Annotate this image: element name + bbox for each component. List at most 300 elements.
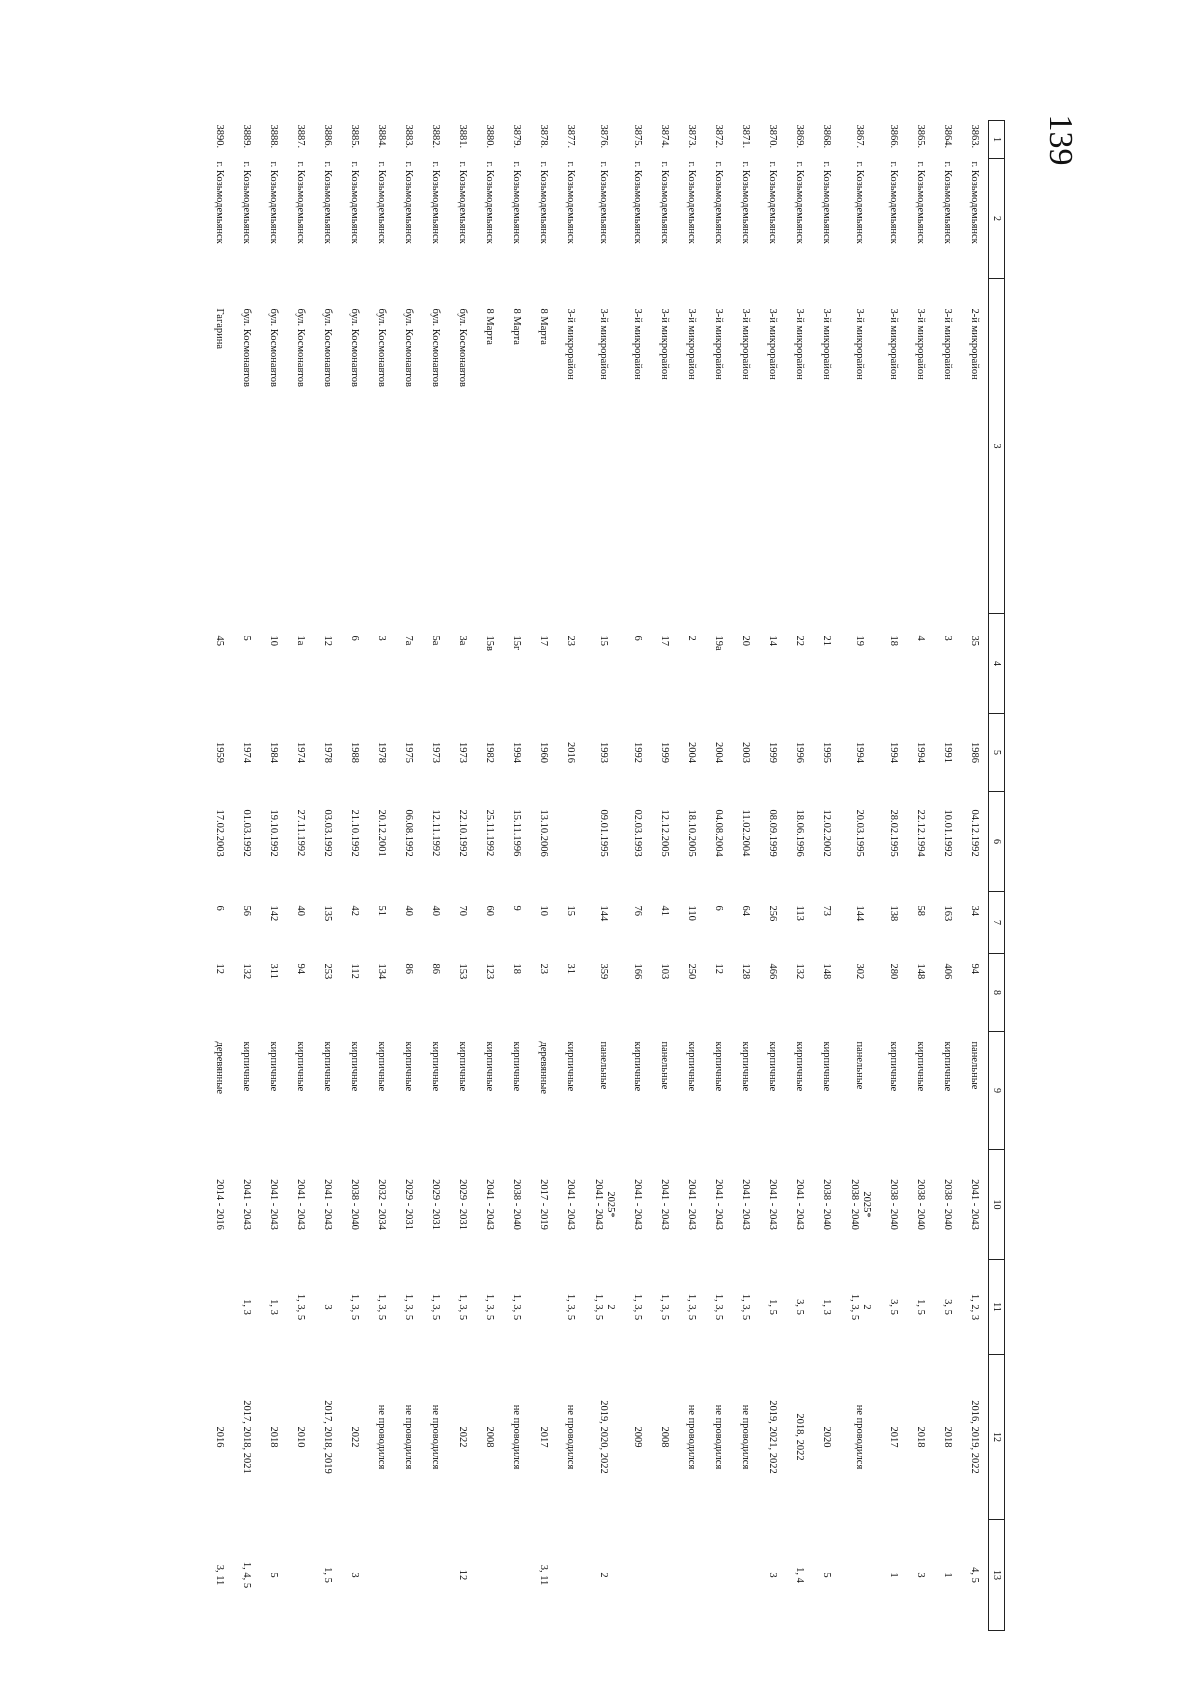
work-types-line: 1, 3 (241, 1299, 253, 1315)
value-col-8: 148 (821, 963, 832, 980)
locality: г. Козьмодемьянск (713, 161, 724, 244)
wall-material: кирпичные (457, 1041, 468, 1092)
value-col-8: 134 (376, 963, 387, 980)
street: 3-й микрорайон (767, 308, 778, 380)
completed-years: 2017 (538, 1426, 549, 1448)
wall-material: кирпичные (511, 1041, 522, 1092)
notes: 12 (457, 1569, 468, 1581)
table-row (233, 121, 260, 1631)
table-row (705, 121, 732, 1631)
registration-date: 15.11.1996 (511, 809, 522, 857)
work-types (786, 1260, 813, 1355)
locality: г. Козьмодемьянск (686, 161, 697, 244)
build-year: 2016 (565, 742, 576, 763)
table-row (422, 121, 449, 1631)
work-types-line: 1, 3, 5 (403, 1293, 415, 1321)
repair-period (530, 1150, 557, 1260)
wall-material: кирпичные (632, 1041, 643, 1092)
house-number: 35 (969, 635, 980, 646)
value-col-7: 76 (632, 905, 643, 916)
locality: г. Козьмодемьянск (659, 161, 670, 244)
table-row (530, 121, 557, 1631)
value-col-7: 51 (376, 905, 387, 916)
work-types (624, 1260, 651, 1355)
street: 3-й микрорайон (794, 308, 805, 380)
value-col-8: 128 (740, 963, 751, 980)
row-number: 3888. (268, 124, 279, 149)
value-col-7: 64 (740, 905, 751, 916)
house-number: 1а (295, 635, 306, 646)
house-number: 18 (888, 635, 899, 646)
work-types-line: 1, 3 (268, 1299, 280, 1315)
value-col-8: 12 (214, 963, 225, 974)
street: бул. Космонавтов (376, 308, 387, 387)
value-col-7: 138 (888, 905, 899, 922)
wall-material: панельные (598, 1041, 610, 1090)
row-number: 3875. (632, 124, 643, 149)
registration-date: 22.12.1994 (915, 809, 926, 857)
build-year: 1994 (511, 742, 522, 763)
locality: г. Козьмодемьянск (942, 161, 953, 244)
registration-date: 12.02.2002 (821, 809, 832, 857)
row-number: 3874. (659, 124, 670, 149)
registration-date: 04.12.1992 (969, 809, 980, 857)
row-number: 3881. (457, 124, 468, 149)
value-col-7: 10 (538, 905, 549, 916)
work-types (732, 1260, 759, 1355)
work-types (476, 1260, 503, 1355)
row-number: 3882. (430, 124, 441, 149)
locality: г. Козьмодемьянск (854, 161, 866, 244)
wall-material: кирпичные (686, 1041, 697, 1092)
registration-date: 21.10.1992 (349, 809, 360, 857)
street: 3-й микрорайон (854, 308, 866, 380)
completed-years: 2019, 2021, 2022 (767, 1400, 778, 1474)
repair-period (260, 1150, 287, 1260)
locality: г. Козьмодемьянск (268, 161, 279, 244)
value-col-8: 466 (767, 963, 778, 980)
repair-period (624, 1150, 651, 1260)
value-col-7: 144 (854, 905, 866, 922)
build-year: 1994 (888, 742, 899, 763)
street: 3-й микрорайон (888, 308, 899, 380)
repair-period-line: 2041 - 2043 (295, 1179, 307, 1230)
column-header-2: 2 (989, 159, 1005, 279)
repair-period-line: 2025* (861, 1191, 872, 1218)
wall-material: панельные (969, 1041, 980, 1090)
locality: г. Козьмодемьянск (295, 161, 306, 244)
registration-date: 03.03.1992 (322, 809, 333, 857)
repair-period-line: 2041 - 2043 (659, 1179, 671, 1230)
work-types-line: 3, 5 (888, 1299, 900, 1315)
value-col-8: 132 (794, 963, 805, 980)
locality: г. Козьмодемьянск (767, 161, 778, 244)
locality: г. Козьмодемьянск (821, 161, 832, 244)
work-types-line: 1, 5 (915, 1299, 927, 1315)
build-year: 1988 (349, 742, 360, 763)
notes (476, 1520, 503, 1631)
value-col-8: 94 (969, 963, 980, 974)
notes: 1, 5 (322, 1567, 333, 1583)
completed-years: 2018 (915, 1426, 926, 1448)
work-types-line: 1, 3, 5 (511, 1293, 523, 1321)
work-types-line: 1, 3, 5 (632, 1293, 644, 1321)
row-number: 3864. (942, 124, 953, 149)
build-year: 1986 (969, 742, 980, 763)
repair-period-line: 2041 - 2043 (767, 1179, 779, 1230)
table-row (732, 121, 759, 1631)
registration-date: 09.01.1995 (598, 809, 610, 857)
notes (503, 1520, 530, 1631)
column-header-9: 9 (989, 1032, 1005, 1150)
repair-period (287, 1150, 314, 1260)
value-col-7: 56 (241, 905, 252, 916)
repair-period-line: 2032 - 2034 (376, 1179, 388, 1230)
work-types-line: 3 (322, 1304, 334, 1310)
repair-period-line: 2038 - 2040 (511, 1179, 523, 1230)
row-number: 3869. (794, 124, 805, 149)
build-year: 1984 (268, 742, 279, 763)
work-types-line: 1, 3, 5 (713, 1293, 725, 1321)
column-header-1: 1 (989, 121, 1005, 159)
notes (705, 1520, 732, 1631)
repair-period-line: 2041 - 2043 (322, 1179, 334, 1230)
street: бул. Космонавтов (268, 308, 279, 387)
work-types-line: 1, 3, 5 (457, 1293, 469, 1321)
completed-years: 2020 (821, 1426, 832, 1448)
registration-date: 06.08.1992 (403, 809, 414, 857)
work-types (260, 1260, 287, 1355)
row-number: 3871. (740, 124, 751, 149)
wall-material: кирпичные (565, 1041, 576, 1092)
row-number: 3877. (565, 124, 576, 149)
value-col-7: 41 (659, 905, 670, 916)
build-year: 2004 (686, 742, 697, 763)
completed-years: 2019, 2020, 2022 (598, 1400, 610, 1474)
completed-years: 2018 (942, 1426, 953, 1448)
registration-date: 25.11.1992 (484, 809, 495, 857)
repair-period (476, 1150, 503, 1260)
work-types-line: 1, 3 (821, 1299, 833, 1315)
repair-period-line: 2041 - 2043 (565, 1179, 577, 1230)
page-number: 139 (1042, 114, 1079, 166)
wall-material: кирпичные (430, 1041, 441, 1092)
registration-date: 19.10.1992 (268, 809, 279, 857)
street: 3-й микрорайон (713, 308, 724, 380)
work-types-line: 1, 3, 5 (349, 1293, 361, 1321)
work-types-line: 1, 3, 5 (659, 1293, 671, 1321)
value-col-8: 86 (430, 963, 441, 974)
wall-material: кирпичные (713, 1041, 724, 1092)
street: Гагарина (214, 308, 225, 350)
column-header-6: 6 (989, 792, 1005, 892)
work-types (651, 1260, 678, 1355)
locality: г. Козьмодемьянск (430, 161, 441, 244)
street: бул. Космонавтов (430, 308, 441, 387)
repair-period (705, 1150, 732, 1260)
repair-period-line: 2038 - 2040 (915, 1179, 927, 1230)
wall-material: кирпичные (942, 1041, 953, 1092)
house-number: 45 (214, 635, 225, 646)
build-year: 1960 (538, 742, 549, 763)
work-types-line: 1, 3, 5 (295, 1293, 307, 1321)
build-year: 1996 (794, 742, 805, 763)
street: 3-й микрорайон (821, 308, 832, 380)
wall-material: панельные (854, 1041, 866, 1090)
house-number: 15г (511, 635, 522, 651)
locality: г. Козьмодемьянск (484, 161, 495, 244)
build-year: 1991 (942, 742, 953, 763)
repair-period-line: 2029 - 2031 (430, 1179, 442, 1230)
row-number: 3868. (821, 124, 832, 149)
completed-years: не проводился (686, 1404, 697, 1470)
table-body (206, 121, 989, 1631)
street: 3-й микрорайон (632, 308, 643, 380)
wall-material: кирпичные (767, 1041, 778, 1092)
locality: г. Козьмодемьянск (598, 161, 610, 244)
locality: г. Козьмодемьянск (511, 161, 522, 244)
row-number: 3880. (484, 124, 495, 149)
locality: г. Козьмодемьянск (565, 161, 576, 244)
header-row (989, 121, 1005, 1631)
build-year: 1993 (598, 742, 610, 763)
row-number: 3876. (598, 124, 610, 149)
street: 8 Марта (538, 308, 549, 345)
repair-period (907, 1150, 934, 1260)
notes: 1 (888, 1572, 899, 1578)
house-number: 21 (821, 635, 832, 646)
value-col-8: 302 (854, 963, 866, 980)
build-year: 1995 (821, 742, 832, 763)
row-number: 3865. (915, 124, 926, 149)
value-col-7: 9 (511, 905, 522, 911)
wall-material: кирпичные (403, 1041, 414, 1092)
work-types-line: 1, 3, 5 (565, 1293, 577, 1321)
table-row (287, 121, 314, 1631)
wall-material: кирпичные (376, 1041, 387, 1092)
value-col-8: 94 (295, 963, 306, 974)
repair-period (503, 1150, 530, 1260)
completed-years: не проводился (854, 1404, 866, 1470)
repair-period (759, 1150, 786, 1260)
notes: 1, 4, 5 (241, 1561, 252, 1589)
repair-period (395, 1150, 422, 1260)
work-types (840, 1260, 880, 1355)
column-header-8: 8 (989, 954, 1005, 1032)
locality: г. Козьмодемьянск (538, 161, 549, 244)
locality: г. Козьмодемьянск (214, 161, 225, 244)
wall-material: кирпичные (915, 1041, 926, 1092)
row-number: 3883. (403, 124, 414, 149)
work-types-line: 1, 3, 5 (593, 1293, 604, 1321)
value-col-7: 142 (268, 905, 279, 922)
notes: 3 (915, 1572, 926, 1578)
work-types (422, 1260, 449, 1355)
value-col-8: 23 (538, 963, 549, 974)
notes: 1 (942, 1572, 953, 1578)
row-number: 3872. (713, 124, 724, 149)
table-row (476, 121, 503, 1631)
street: бул. Космонавтов (403, 308, 414, 387)
value-col-8: 253 (322, 963, 333, 980)
value-col-7: 40 (430, 905, 441, 916)
notes (557, 1520, 584, 1631)
street: 3-й микрорайон (565, 308, 576, 380)
column-header-3: 3 (989, 279, 1005, 614)
notes: 5 (268, 1572, 279, 1578)
registration-date: 17.02.2003 (214, 809, 225, 857)
repair-period-line: 2025* (605, 1191, 616, 1218)
completed-years: 2022 (349, 1426, 360, 1448)
repair-period-line: 2041 - 2043 (593, 1179, 604, 1230)
row-number: 3886. (322, 124, 333, 149)
work-types (584, 1260, 624, 1355)
wall-material: кирпичные (888, 1041, 899, 1092)
table-row (813, 121, 840, 1631)
locality: г. Козьмодемьянск (740, 161, 751, 244)
completed-years: 2016 (214, 1426, 225, 1448)
table-row (584, 121, 624, 1631)
column-header-13: 13 (989, 1520, 1005, 1631)
wall-material: деревянные (214, 1041, 225, 1095)
registration-date: 04.08.2004 (713, 809, 724, 857)
locality: г. Козьмодемьянск (632, 161, 643, 244)
repair-period-line: 2041 - 2043 (713, 1179, 725, 1230)
completed-years: не проводился (376, 1404, 387, 1470)
repair-period-line: 2038 - 2040 (821, 1179, 833, 1230)
value-col-8: 12 (713, 963, 724, 974)
house-number: 5а (430, 635, 441, 646)
notes: 4, 5 (969, 1567, 980, 1583)
registration-date: 28.02.1995 (888, 809, 899, 857)
registration-date: 18.06.1996 (794, 809, 805, 857)
house-number: 17 (538, 635, 549, 646)
repair-period (449, 1150, 476, 1260)
house-number: 23 (565, 635, 576, 646)
work-types (395, 1260, 422, 1355)
repair-period (314, 1150, 341, 1260)
wall-material: кирпичные (322, 1041, 333, 1092)
work-types (813, 1260, 840, 1355)
notes: 1, 4 (794, 1567, 805, 1583)
column-header-11: 11 (989, 1260, 1005, 1355)
registration-date: 10.01.1992 (942, 809, 953, 857)
repair-period (880, 1150, 907, 1260)
locality: г. Козьмодемьянск (322, 161, 333, 244)
locality: г. Козьмодемьянск (403, 161, 414, 244)
completed-years: не проводился (403, 1404, 414, 1470)
repair-period (341, 1150, 368, 1260)
table-row (651, 121, 678, 1631)
value-col-8: 359 (598, 963, 610, 980)
registration-date: 18.10.2005 (686, 809, 697, 857)
locality: г. Козьмодемьянск (794, 161, 805, 244)
house-number: 15 (598, 635, 610, 646)
repair-period-line: 2041 - 2043 (794, 1179, 806, 1230)
notes (624, 1520, 651, 1631)
house-number: 4 (915, 635, 926, 641)
house-number: 19 (854, 635, 866, 646)
house-number: 2 (686, 635, 697, 641)
build-year: 2004 (713, 742, 724, 763)
row-number: 3879. (511, 124, 522, 149)
work-types-line: 1, 3, 5 (430, 1293, 442, 1321)
house-number: 6 (349, 635, 360, 641)
repair-period-line: 2041 - 2043 (484, 1179, 496, 1230)
repair-period (961, 1150, 989, 1260)
value-col-8: 148 (915, 963, 926, 980)
build-year: 1974 (295, 742, 306, 763)
value-col-7: 70 (457, 905, 468, 916)
work-types-line: 2 (605, 1304, 616, 1310)
street: 3-й микрорайон (942, 308, 953, 380)
street: бул. Космонавтов (457, 308, 468, 387)
housing-register-table (206, 120, 1005, 1631)
work-types-line: 3, 5 (942, 1299, 954, 1315)
wall-material: деревянные (538, 1041, 549, 1095)
row-number: 3889. (241, 124, 252, 149)
column-header-12: 12 (989, 1355, 1005, 1520)
work-types (449, 1260, 476, 1355)
build-year: 1999 (659, 742, 670, 763)
registration-date: 27.11.1992 (295, 809, 306, 857)
completed-years: 2017, 2018, 2021 (241, 1400, 252, 1474)
wall-material: кирпичные (484, 1041, 495, 1092)
build-year: 1999 (767, 742, 778, 763)
locality: г. Козьмодемьянск (457, 161, 468, 244)
notes: 3 (349, 1572, 360, 1578)
repair-period (557, 1150, 584, 1260)
repair-period-line: 2041 - 2043 (268, 1179, 280, 1230)
repair-period (422, 1150, 449, 1260)
column-header-7: 7 (989, 892, 1005, 954)
value-col-7: 42 (349, 905, 360, 916)
value-col-7: 60 (484, 905, 495, 916)
wall-material: кирпичные (821, 1041, 832, 1092)
work-types-line: 1, 3, 5 (849, 1293, 860, 1321)
work-types (961, 1260, 989, 1355)
repair-period (206, 1150, 233, 1260)
work-types (557, 1260, 584, 1355)
value-col-7: 256 (767, 905, 778, 922)
repair-period (651, 1150, 678, 1260)
repair-period-line: 2041 - 2043 (632, 1179, 644, 1230)
table-row (557, 121, 584, 1631)
house-number: 14 (767, 635, 778, 646)
row-number: 3867. (854, 124, 866, 149)
repair-period-line: 2041 - 2043 (241, 1179, 253, 1230)
house-number: 7а (403, 635, 414, 646)
repair-period-line: 2029 - 2031 (457, 1179, 469, 1230)
row-number: 3878. (538, 124, 549, 149)
work-types (287, 1260, 314, 1355)
table-header (989, 121, 1005, 1631)
registration-date: 02.03.1993 (632, 809, 643, 857)
work-types-line: 1, 3, 5 (740, 1293, 752, 1321)
value-col-7: 6 (214, 905, 225, 911)
build-year: 1978 (322, 742, 333, 763)
work-types (233, 1260, 260, 1355)
table-row (314, 121, 341, 1631)
street: бул. Космонавтов (295, 308, 306, 387)
build-year: 1973 (457, 742, 468, 763)
column-header-5: 5 (989, 714, 1005, 792)
table-row (624, 121, 651, 1631)
street: 2-й микрорайон (969, 308, 980, 380)
registration-date: 01.03.1992 (241, 809, 252, 857)
table-row (907, 121, 934, 1631)
repair-period-line: 2029 - 2031 (403, 1179, 415, 1230)
